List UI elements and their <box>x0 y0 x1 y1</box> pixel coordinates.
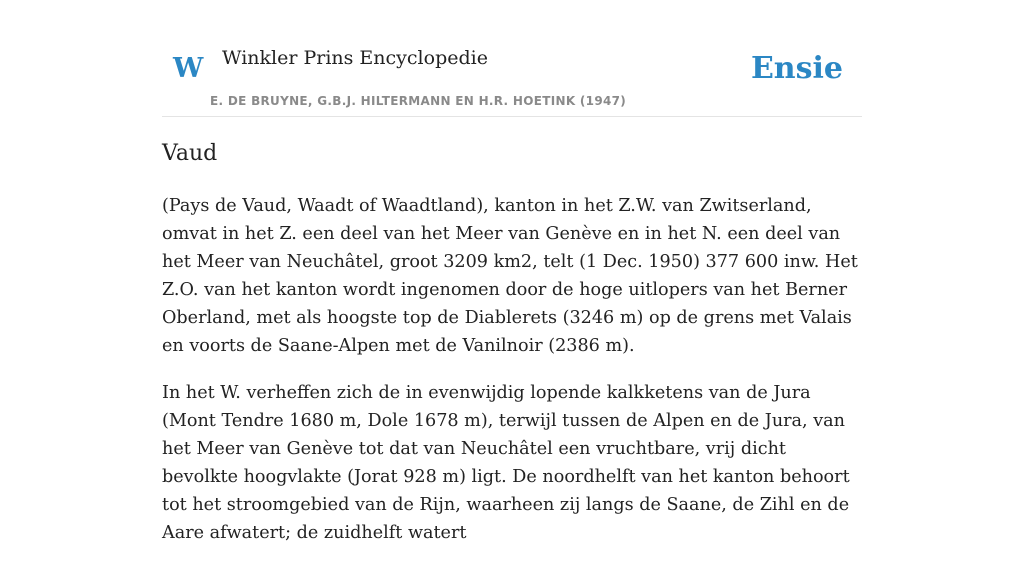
article-paragraph: (Pays de Vaud, Waadt of Waadtland), kanton in het Z.W. van Zwitserland, omvat in het Z. een deel van het Meer van Genève en in het N. een deel van het Meer van Neuchâtel, groot 3209 km2, telt (1 Dec. 1950) 377 600 inw. Het Z.O. van het kanton wordt ingenomen door de hoge uitlopers van het Berner Oberland, met als hoogste top de Diablerets (3246 m) op de grens met Valais en voorts de Saane-Alpen met de Vanilnoir (2386 m). <box>162 196 858 356</box>
source-logo: W <box>173 53 204 84</box>
article-body <box>162 192 864 566</box>
page <box>162 0 862 543</box>
source-title[interactable]: Winkler Prins Encyclopedie <box>222 47 488 69</box>
source-header <box>162 0 862 117</box>
source-authors: E. DE BRUYNE, G.B.J. HILTERMANN EN H.R. HOETINK (1947) <box>210 94 627 108</box>
brand-logo-link[interactable]: Ensie <box>750 51 843 86</box>
article-title: Vaud <box>162 141 218 166</box>
article-paragraph: In het W. verheffen zich de in evenwijdig lopende kalkketens van de Jura (Mont Tendre 1680 m, Dole 1678 m), terwijl tussen de Alpen en de Jura, van het Meer van Genève tot dat van Neuchâtel een vruchtbare, vrij dicht bevolkte hoogvlakte (Jorat 928 m) ligt. De noordhelft van het kanton behoort tot het stroomgebied van de Rijn, waarheen zij langs de Saane, de Zihl en de Aare afwatert; de zuidhelft watert <box>162 383 850 543</box>
